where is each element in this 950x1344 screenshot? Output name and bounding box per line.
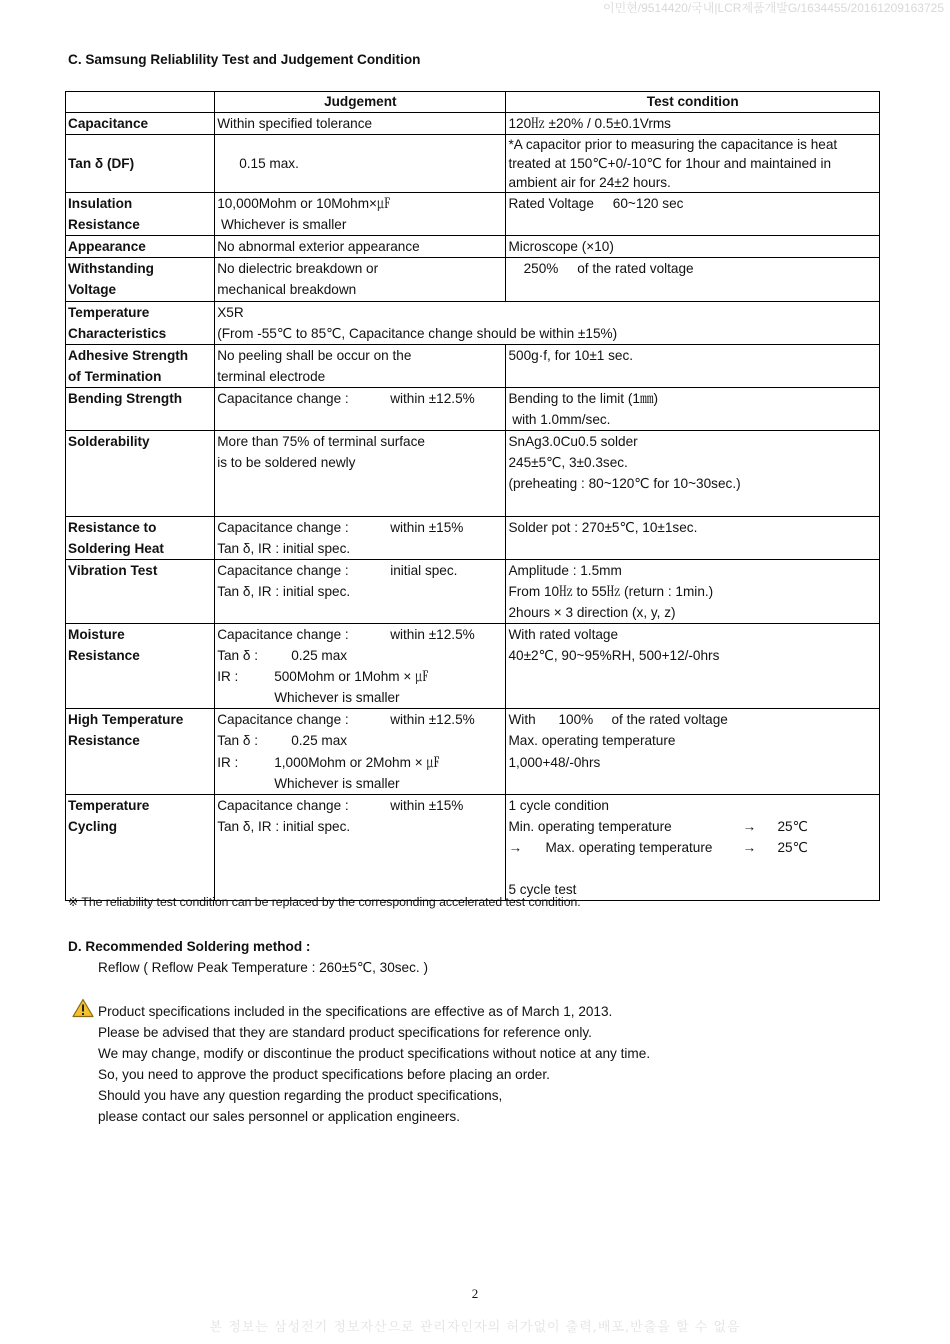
arrow-icon: → [742, 818, 757, 834]
row-item: Insulation Resistance [66, 193, 215, 236]
table-row [66, 387, 880, 430]
disclaimer [98, 1001, 650, 1128]
row-judgement: No abnormal exterior appearance [215, 236, 506, 258]
row-condition: With 100% of the rated voltage Max. operating temperature 1,000+48/-0hrs [506, 709, 880, 794]
reflow-text: Reflow ( Reflow Peak Temperature : 260±5℃, 30sec. ) [98, 960, 428, 975]
disclaimer-line: Should you have any question regarding the product specifications, [98, 1088, 503, 1104]
warning-triangle-icon [72, 998, 94, 1018]
row-judgement: X5R (From -55℃ to 85℃, Capacitance change should be within ±15%) [215, 301, 880, 344]
table-row [66, 193, 880, 236]
row-condition: 1 cycle condition Min. operating temperature → 25℃ → Max. operating temperature → 25℃ 5 cycle test [506, 794, 880, 900]
watermark-top: 이민현/9514420/국내|LCR제품개발G/1634455/20161209163725 [603, 1, 944, 15]
row-item: Capacitance [66, 113, 215, 135]
table-row [66, 709, 880, 794]
row-judgement: Capacitance change : initial spec. Tan δ, IR : initial spec. [215, 559, 506, 623]
row-judgement: No dielectric breakdown or mechanical breakdown [215, 258, 506, 301]
table-row [66, 301, 880, 344]
row-judgement: Within specified tolerance [215, 113, 506, 135]
table-footnote: ※ The reliability test condition can be replaced by the corresponding accelerated test condition. [68, 895, 581, 909]
table-row [66, 236, 880, 258]
row-judgement: More than 75% of terminal surface is to be soldered newly [215, 431, 506, 516]
watermark-bottom: 본 정보는 삼성전기 정보자산으로 관리자인자의 허가없이 출력,배포,반출을 할 수 없음 [209, 1320, 741, 1335]
row-condition: Solder pot : 270±5℃, 10±1sec. [506, 516, 880, 559]
section-d-title: D. Recommended Soldering method : [68, 939, 311, 954]
row-judgement: 10,000Mohm or 10Mohm×㎌ Whichever is smaller [215, 193, 506, 236]
row-judgement: Capacitance change : within ±12.5% Tan δ : 0.25 max IR : 500Mohm or 1Mohm × ㎌ Whichever is smaller [215, 623, 506, 708]
row-condition: Microscope (×10) [506, 236, 880, 258]
row-judgement: Capacitance change : within ±15% Tan δ, IR : initial spec. [215, 794, 506, 900]
row-item: Vibration Test [66, 559, 215, 623]
row-item: Moisture Resistance [66, 623, 215, 708]
row-condition: 250% of the rated voltage [506, 258, 880, 301]
row-condition: Bending to the limit (1㎜) with 1.0mm/sec. [506, 387, 880, 430]
row-item: Bending Strength [66, 387, 215, 430]
arrow-icon: → [742, 839, 757, 855]
row-condition: *A capacitor prior to measuring the capacitance is heat treated at 150℃+0/-10℃ for 1hour and maintained in ambient air for 24±2 hours. [506, 135, 880, 193]
table-row [66, 516, 880, 559]
row-condition: 120㎐ ±20% / 0.5±0.1Vrms [506, 113, 880, 135]
disclaimer-line: please contact our sales personnel or application engineers. [98, 1109, 460, 1125]
row-judgement: Capacitance change : within ±12.5% [215, 387, 506, 430]
header-condition: Test condition [506, 92, 880, 113]
table-row [66, 344, 880, 387]
table-row [66, 559, 880, 623]
table-row [66, 794, 880, 900]
page-number: 2 [471, 1286, 479, 1301]
row-judgement: Capacitance change : within ±15% Tan δ, IR : initial spec. [215, 516, 506, 559]
section-c-title: C. Samsung Reliablility Test and Judgement Condition [68, 52, 421, 67]
row-judgement: No peeling shall be occur on the terminal electrode [215, 344, 506, 387]
row-condition: Amplitude : 1.5mm From 10㎐ to 55㎐ (return : 1min.) 2hours × 3 direction (x, y, z) [506, 559, 880, 623]
row-judgement: Capacitance change : within ±12.5% Tan δ : 0.25 max IR : 1,000Mohm or 2Mohm × ㎌ Whichever is smaller [215, 709, 506, 794]
row-condition: SnAg3.0Cu0.5 solder 245±5℃, 3±0.3sec. (preheating : 80~120℃ for 10~30sec.) [506, 431, 880, 516]
disclaimer-line: We may change, modify or discontinue the product specifications without notice at any time. [98, 1046, 651, 1062]
row-item: Temperature Characteristics [66, 301, 215, 344]
table-row [66, 135, 880, 193]
row-item: Adhesive Strength of Termination [66, 344, 215, 387]
table-header-row [66, 92, 880, 113]
row-item: Appearance [66, 236, 215, 258]
row-item: Solderability [66, 431, 215, 516]
row-item: Resistance to Soldering Heat [66, 516, 215, 559]
row-condition: Rated Voltage 60~120 sec [506, 193, 880, 236]
disclaimer-line: Please be advised that they are standard product specifications for reference only. [98, 1025, 592, 1041]
table-row [66, 623, 880, 708]
row-item: Tan δ (DF) [66, 135, 215, 193]
row-item: High Temperature Resistance [66, 709, 215, 794]
table-row [66, 258, 880, 301]
arrow-icon: → [508, 839, 523, 855]
row-judgement: 0.15 max. [215, 135, 506, 193]
table-row [66, 113, 880, 135]
row-item: Temperature Cycling [66, 794, 215, 900]
header-judgement: Judgement [215, 92, 506, 113]
disclaimer-line: Product specifications included in the specifications are effective as of March 1, 2013. [98, 1004, 613, 1019]
disclaimer-line: So, you need to approve the product specifications before placing an order. [98, 1067, 550, 1083]
row-condition: With rated voltage 40±2℃, 90~95%RH, 500+12/-0hrs [506, 623, 880, 708]
header-item [66, 92, 215, 113]
reliability-table [65, 91, 880, 901]
row-item: Withstanding Voltage [66, 258, 215, 301]
row-condition: 500g·f, for 10±1 sec. [506, 344, 880, 387]
table-row [66, 431, 880, 516]
